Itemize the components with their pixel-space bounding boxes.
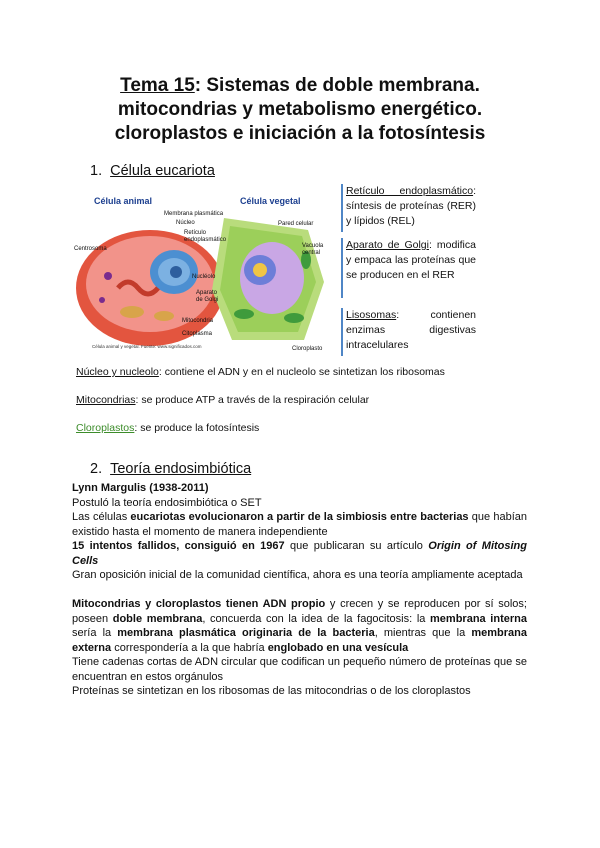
theory-paragraph-5: Tiene cadenas cortas de ADN circular que codifican un pequeño número de proteínas que se encuentran en estos orgánulos [72,656,527,683]
label-vacuola: Vacuola [302,243,324,249]
tema-label: Tema 15 [120,75,195,96]
bar-golgi [341,238,343,298]
title-line3: cloroplastos e iniciación a la fotosíntesis [114,123,486,144]
note-nucleo: Núcleo y nucleolo: contiene el ADN y en el nucleolo se sintetizan los ribosomas [76,366,445,378]
section-heading-2: 2. Teoría endosimbiótica [90,461,252,477]
figure-caption: Célula animal y vegetal. Fuente: www.significados.com [92,344,202,349]
label-central: central [302,250,321,256]
title-line1: : Sistemas de doble membrana. [194,75,480,96]
cell-figure [72,190,330,356]
animal-title: Célula animal [94,196,153,206]
bar-lisosomas [341,308,343,356]
theory-author: Lynn Margulis (1938-2011) [72,482,209,494]
label-golgi: de Golgi [196,297,219,303]
theory-paragraph-3: Gran oposición inicial de la comunidad científica, ahora es una teoría ampliamente aceptada [72,569,523,581]
note-lisosomas: Lisosomas: contienen enzimas digestivas intracelulares [346,309,476,351]
theory-postulo: Postuló la teoría endosimbiótica o SET [72,497,262,509]
title-line2: mitocondrias y metabolismo energético. [117,99,483,120]
label-reticulo2: endoplasmático [184,237,227,243]
plant-title: Célula vegetal [240,196,301,206]
theory-paragraph-1: Las células eucariotas evolucionaron a partir de la simbiosis entre bacterias que habían existido hasta el momento de manera independiente [72,511,527,538]
label-membrana: Membrana plasmática [164,211,224,217]
label-cloroplasto: Cloroplasto [292,346,323,352]
note-golgi: Aparato de Golgi: modifica y empaca las proteínas que se producen en el RER [346,239,476,281]
theory-paragraph-4: Mitocondrias y cloroplastos tienen ADN propio y crecen y se reproducen por sí solos; poseen doble membrana, concuerda con la idea de la fagocitosis: la membrana interna sería la membrana plasmática originaria de la bacteria, mientras que la membrana externa correspondería a la que habría englobado en una vesícula [72,598,527,654]
section-heading-1: 1. Célula eucariota [90,163,215,179]
theory-paragraph-2: 15 intentos fallidos, consiguió en 1967 que publicaran su artículo Origin of Mitosing Cells [72,540,527,567]
note-mitocondrias: Mitocondrias: se produce ATP a través de la respiración celular [76,394,370,406]
theory-paragraph-6: Proteínas se sintetizan en los ribosomas de las mitocondrias o de los cloroplastos [72,685,471,697]
note-reticulo: Retículo endoplasmático: síntesis de proteínas (RER) y lípidos (REL) [346,185,476,227]
cell-illustration [72,190,330,356]
bar-reticulo [341,184,343,232]
note-cloroplastos: Cloroplastos: se produce la fotosíntesis [76,422,260,434]
page-title [40,74,560,146]
label-aparato: Aparato [196,290,218,296]
label-pared: Pared celular [278,221,314,227]
label-reticulo: Retículo [184,230,207,236]
label-nucleo: Núcleo [176,220,195,226]
label-mitocondria: Mitocondria [182,318,214,324]
label-citoplasma: Citoplasma [182,331,213,337]
label-nucleolo: Nucléolo [192,274,216,280]
label-centrosoma: Centrosoma [74,246,107,252]
